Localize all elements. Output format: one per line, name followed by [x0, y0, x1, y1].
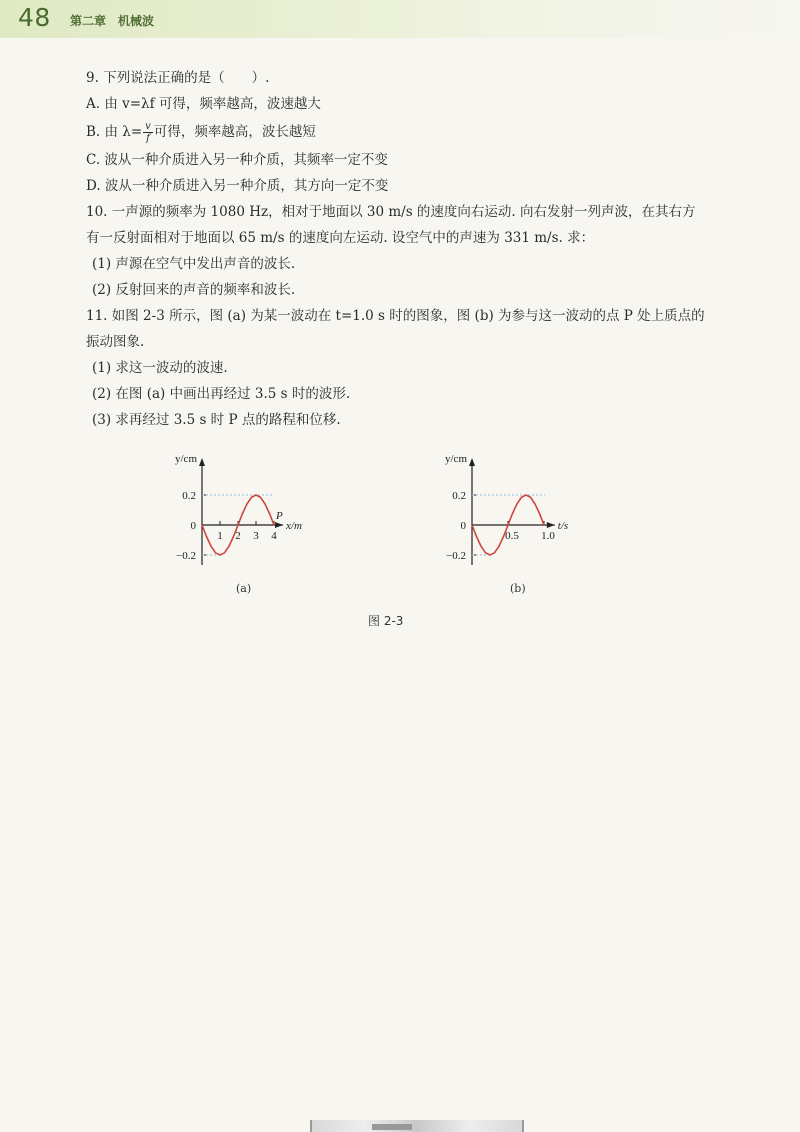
y-axis-arrow [469, 458, 475, 466]
scroll-thumb[interactable] [372, 1124, 412, 1130]
fraction-denominator: f [146, 133, 150, 144]
y-axis-label: y/cm [445, 453, 467, 465]
y-tick-label: 0 [190, 520, 196, 532]
x-axis-label: x/m [286, 520, 302, 532]
q9-option-b [86, 117, 706, 147]
q11-sub1: (1) 求这一波动的波速. [92, 360, 228, 376]
y-tick-label: 0 [460, 520, 466, 532]
x-axis-arrow [275, 522, 283, 528]
graph-b [430, 448, 620, 582]
figure-caption: 图 2-3 [368, 614, 404, 628]
question-content [86, 65, 706, 433]
x-tick-label: 0.5 [505, 530, 519, 542]
q9-option-c: C. 波从一种介质进入另一种介质，其频率一定不变 [86, 152, 388, 168]
graph-a-svg [160, 448, 350, 578]
y-tick-label: −0.2 [446, 550, 466, 562]
graph-a [160, 448, 350, 582]
q11-stem: 11. 如图 2-3 所示，图 (a) 为某一波动在 t=1.0 s 时的图象，图 (b) 为参与这一波动的点 P 处上质点的振动图象. [86, 308, 705, 350]
q9-stem: 9. 下列说法正确的是（ ）. [86, 70, 270, 86]
graph-b-svg [430, 448, 620, 578]
x-tick-label: 1 [217, 530, 223, 542]
y-tick-label: 0.2 [452, 490, 466, 502]
x-axis-arrow [547, 522, 555, 528]
graph-a-caption: (a) [236, 582, 252, 595]
q9-option-b-suffix: 可得，频率越高，波长越短 [153, 124, 316, 140]
fraction-numerator: v [145, 121, 151, 132]
q9-option-d: D. 波从一种介质进入另一种介质，其方向一定不变 [86, 178, 389, 194]
q9-option-b-prefix: B. 由 λ= [86, 124, 143, 140]
x-axis-label: t/s [557, 520, 569, 532]
fraction-v-over-f [143, 121, 153, 144]
q10-sub2: (2) 反射回来的声音的频率和波长. [92, 282, 296, 298]
q11-sub2: (2) 在图 (a) 中画出再经过 3.5 s 时的波形. [92, 386, 351, 402]
graph-b-caption: (b) [510, 582, 526, 595]
x-tick-label: 1.0 [541, 530, 555, 542]
q11-sub3: (3) 求再经过 3.5 s 时 P 点的路程和位移. [92, 412, 341, 428]
q10-stem: 10. 一声源的频率为 1080 Hz，相对于地面以 30 m/s 的速度向右运动. 向右发射一列声波，在其右方有一反射面相对于地面以 65 m/s 的速度向左运动. 设空气中的声速为 331 m/s. 求： [86, 204, 696, 246]
y-tick-label: −0.2 [176, 550, 196, 562]
y-axis-arrow [199, 458, 205, 466]
x-tick-label: 3 [253, 530, 259, 542]
page-number: 48 [18, 3, 51, 32]
x-tick-label: 4 [271, 530, 277, 542]
scroll-bar[interactable] [310, 1120, 524, 1132]
y-axis-label: y/cm [175, 453, 197, 465]
point-p-label: P [276, 510, 283, 522]
y-tick-label: 0.2 [182, 490, 196, 502]
x-tick-label: 2 [235, 530, 241, 542]
chapter-title: 第二章 机械波 [70, 14, 155, 28]
q10-sub1: (1) 声源在空气中发出声音的波长. [92, 256, 296, 272]
q9-option-a: A. 由 v=λf 可得，频率越高，波速越大 [86, 96, 321, 112]
